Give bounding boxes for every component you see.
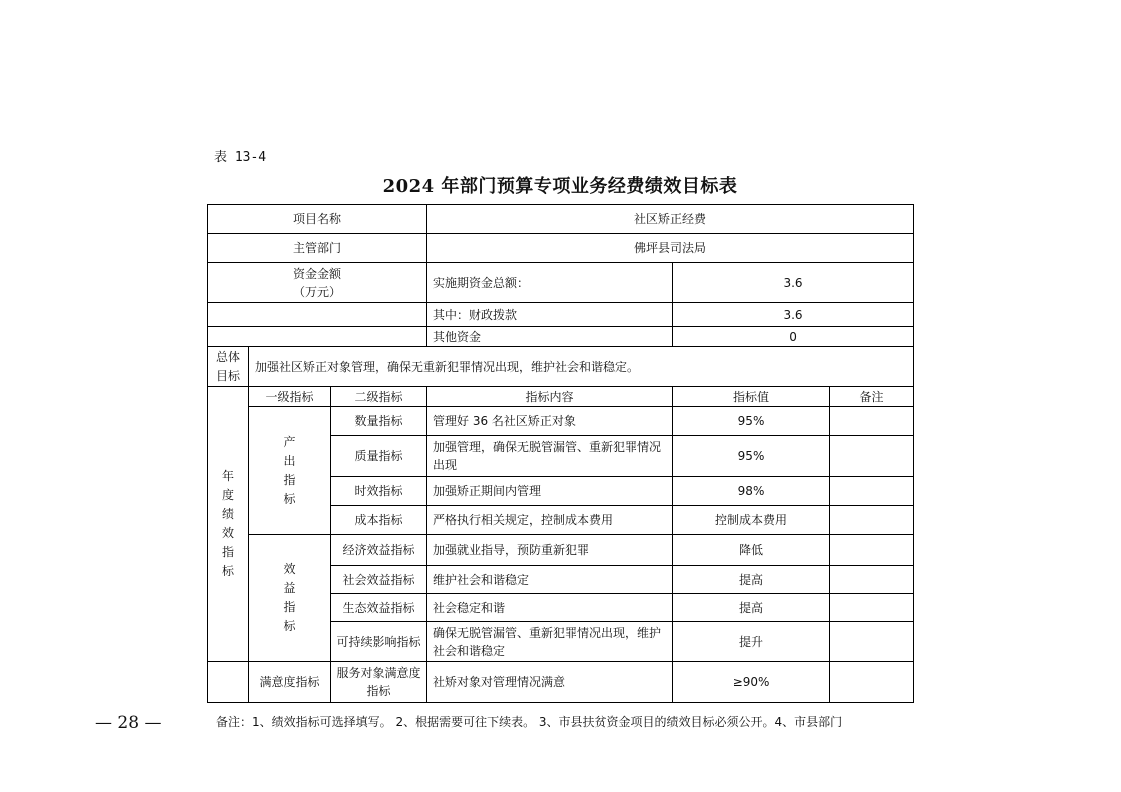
fund-fiscal-blank — [208, 303, 427, 327]
value-cell: 提升 — [673, 622, 830, 662]
satisfaction-label: 满意度指标 — [249, 662, 331, 703]
fund-total-row — [208, 263, 914, 303]
content-cell: 社矫对象对管理情况满意 — [427, 662, 673, 703]
value-cell: 控制成本费用 — [673, 506, 830, 535]
fund-fiscal-label: 其中：财政拨款 — [427, 303, 673, 327]
content-cell: 加强管理，确保无脱管漏管、重新犯罪情况出现 — [427, 436, 673, 477]
table-row — [208, 407, 914, 436]
remark-cell — [830, 594, 914, 622]
header-level2: 二级指标 — [331, 387, 427, 407]
content-cell: 维护社会和谐稳定 — [427, 566, 673, 594]
content-cell: 加强矫正期间内管理 — [427, 477, 673, 506]
value-cell: 提高 — [673, 566, 830, 594]
remark-cell — [830, 622, 914, 662]
content-cell: 加强就业指导，预防重新犯罪 — [427, 535, 673, 566]
dept-row — [208, 234, 914, 263]
dept-label: 主管部门 — [208, 234, 427, 263]
remark-cell — [830, 436, 914, 477]
fund-other-blank — [208, 327, 427, 347]
footnote: 备注：1、绩效指标可选择填写。 2、根据需要可往下续表。 3、市县扶贫资金项目的绩效目标必须公开。4、市县部门 — [216, 715, 843, 729]
benefit-label — [249, 535, 331, 662]
goal-label — [208, 347, 249, 387]
table-number-label: 表 13-4 — [214, 150, 267, 165]
level2-cell: 经济效益指标 — [331, 535, 427, 566]
value-cell: ≥90% — [673, 662, 830, 703]
page-number: — 28 — — [95, 713, 162, 733]
fund-total-value: 3.6 — [673, 263, 914, 303]
fund-fiscal-value: 3.6 — [673, 303, 914, 327]
value-cell: 降低 — [673, 535, 830, 566]
goal-label-text: 总体目标 — [216, 349, 241, 383]
fund-other-value: 0 — [673, 327, 914, 347]
level2-cell: 数量指标 — [331, 407, 427, 436]
level2-cell: 服务对象满意度指标 — [331, 662, 427, 703]
header-level1: 一级指标 — [249, 387, 331, 407]
value-cell: 提高 — [673, 594, 830, 622]
header-value: 指标值 — [673, 387, 830, 407]
goal-row — [208, 347, 914, 387]
remark-cell — [830, 506, 914, 535]
header-remark: 备注 — [830, 387, 914, 407]
satisfaction-blank — [208, 662, 249, 703]
fund-total-label: 实施期资金总额： — [427, 263, 673, 303]
content-cell: 管理好 36 名社区矫正对象 — [427, 407, 673, 436]
fund-fiscal-row — [208, 303, 914, 327]
fund-other-row — [208, 327, 914, 347]
output-label — [249, 407, 331, 535]
page-title: 2024 年部门预算专项业务经费绩效目标表 — [382, 176, 738, 197]
remark-cell — [830, 477, 914, 506]
level2-cell: 质量指标 — [331, 436, 427, 477]
remark-cell — [830, 535, 914, 566]
level2-cell: 可持续影响指标 — [331, 622, 427, 662]
remark-cell — [830, 407, 914, 436]
benefit-label-text: 效益指标 — [283, 562, 296, 633]
project-name-label: 项目名称 — [208, 205, 427, 234]
table-row — [208, 535, 914, 566]
value-cell: 98% — [673, 477, 830, 506]
dept-value: 佛坪县司法局 — [427, 234, 914, 263]
fund-label-line1: 资金金额 — [293, 266, 342, 281]
header-row — [208, 387, 914, 407]
level2-cell: 社会效益指标 — [331, 566, 427, 594]
remark-cell — [830, 662, 914, 703]
content-cell: 严格执行相关规定，控制成本费用 — [427, 506, 673, 535]
fund-label-line2: （万元） — [293, 284, 342, 299]
project-name-value: 社区矫正经费 — [427, 205, 914, 234]
fund-label — [208, 263, 427, 303]
output-label-text: 产出指标 — [283, 434, 296, 506]
level2-cell: 成本指标 — [331, 506, 427, 535]
satisfaction-row — [208, 662, 914, 703]
annual-label-text: 年度绩效指标 — [222, 469, 235, 578]
value-cell: 95% — [673, 436, 830, 477]
header-content: 指标内容 — [427, 387, 673, 407]
goal-text: 加强社区矫正对象管理，确保无重新犯罪情况出现，维护社会和谐稳定。 — [249, 347, 914, 387]
value-cell: 95% — [673, 407, 830, 436]
level2-cell: 生态效益指标 — [331, 594, 427, 622]
content-cell: 社会稳定和谐 — [427, 594, 673, 622]
remark-cell — [830, 566, 914, 594]
level2-cell: 时效指标 — [331, 477, 427, 506]
annual-label — [208, 387, 249, 662]
performance-table — [207, 204, 914, 703]
fund-other-label: 其他资金 — [427, 327, 673, 347]
content-cell: 确保无脱管漏管、重新犯罪情况出现，维护社会和谐稳定 — [427, 622, 673, 662]
project-name-row — [208, 205, 914, 234]
